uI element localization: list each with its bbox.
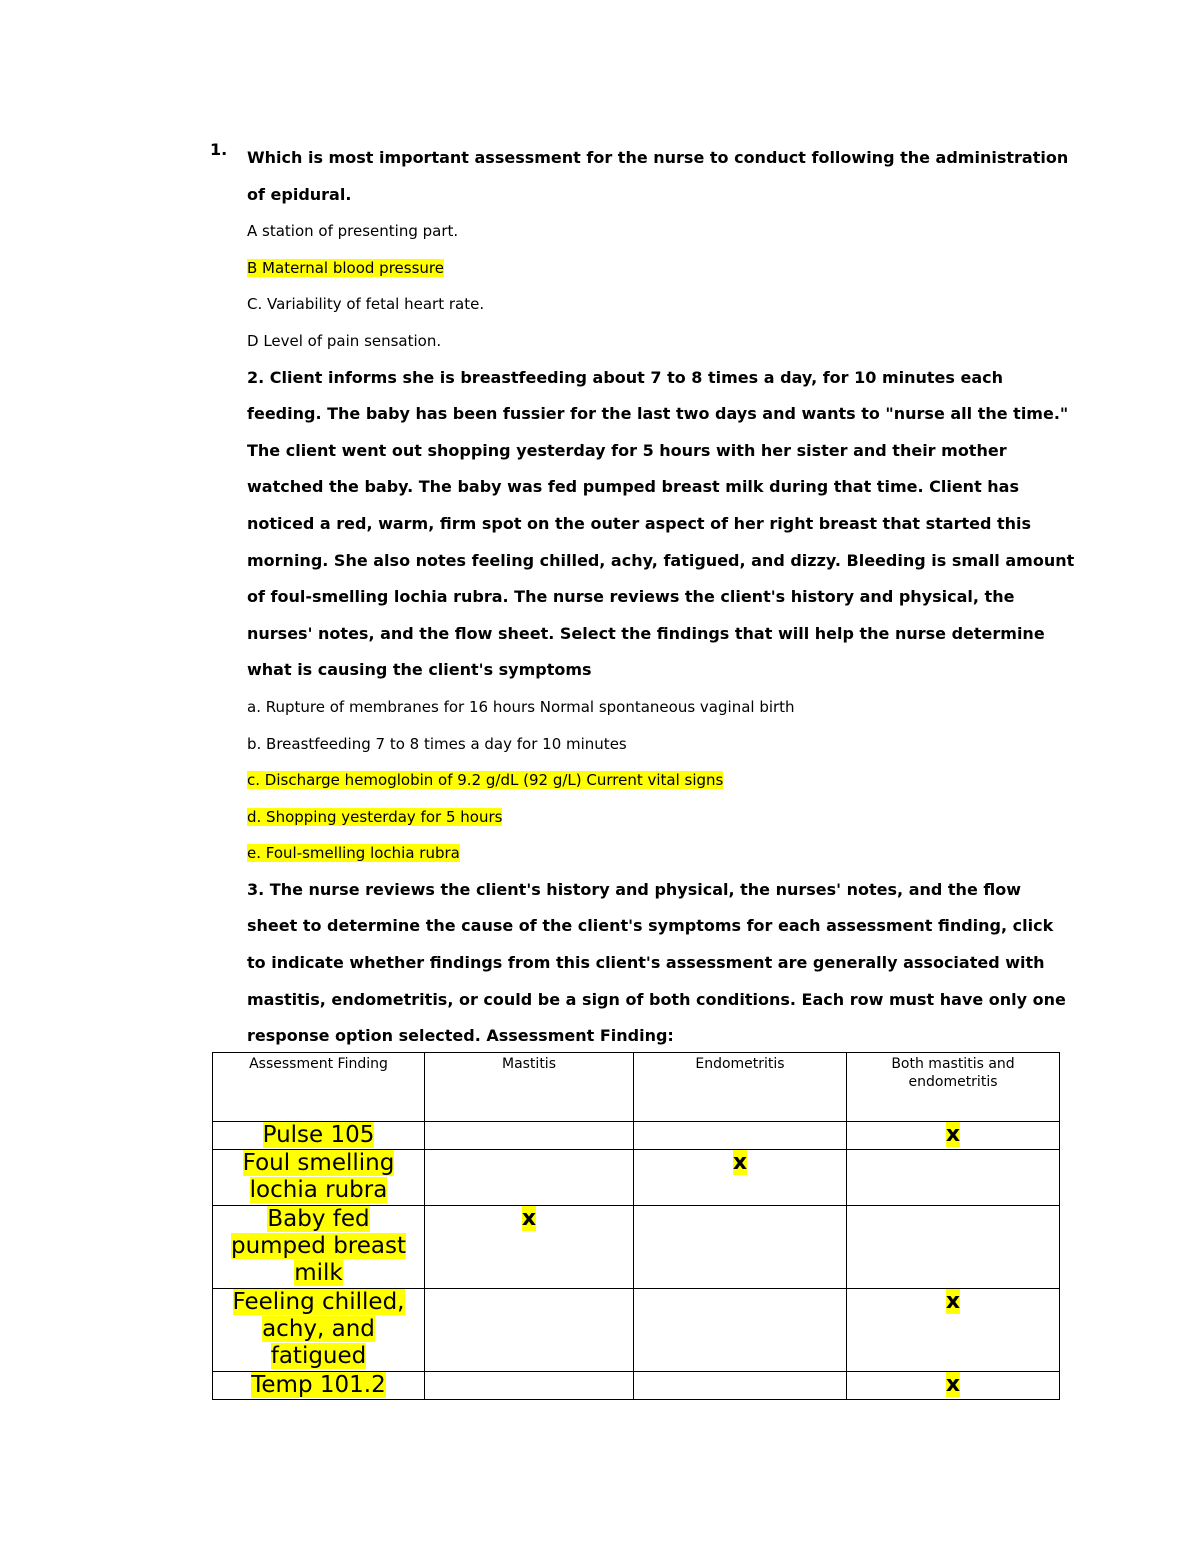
- question-2-stem-line: what is causing the client's symptoms: [247, 660, 592, 680]
- finding-cell: [213, 1289, 425, 1372]
- question-1: [247, 140, 1069, 360]
- question-3-stem-line: sheet to determine the cause of the client's symptoms for each assessment finding, click: [247, 916, 1054, 936]
- header-assessment-finding: Assessment Finding: [213, 1053, 425, 1122]
- mark-text: x: [945, 1289, 961, 1314]
- document-body: [247, 140, 1075, 1055]
- finding-text: Baby fed pumped breast milk: [230, 1206, 407, 1286]
- question-1-option-c: [247, 286, 1062, 323]
- header-mastitis: Mastitis: [425, 1053, 634, 1122]
- question-1-option-d: [247, 323, 1062, 360]
- mastitis-cell[interactable]: [425, 1150, 634, 1206]
- finding-cell: [213, 1122, 425, 1150]
- question-2: [247, 360, 1075, 872]
- question-1-option-a: [247, 213, 1062, 250]
- endometritis-cell[interactable]: [634, 1206, 847, 1289]
- option-text-highlighted: c. Discharge hemoglobin of 9.2 g/dL (92 g/L) Current vital signs: [247, 771, 724, 790]
- table-row: [213, 1150, 1060, 1206]
- question-2-option-a: [247, 689, 1062, 726]
- question-2-stem-line: morning. She also notes feeling chilled, achy, fatigued, and dizzy. Bleeding is small amount: [247, 550, 1075, 570]
- finding-cell: [213, 1150, 425, 1206]
- mark-text: x: [945, 1372, 961, 1397]
- question-3: [247, 872, 1066, 1055]
- option-text-highlighted: B Maternal blood pressure: [247, 258, 444, 277]
- endometritis-cell[interactable]: [634, 1122, 847, 1150]
- finding-text: Temp 101.2: [251, 1372, 386, 1398]
- option-text: A station of presenting part.: [247, 222, 459, 241]
- option-text: a. Rupture of membranes for 16 hours Normal spontaneous vaginal birth: [247, 697, 795, 716]
- both-cell[interactable]: [847, 1289, 1060, 1372]
- question-3-stem-line: to indicate whether findings from this client's assessment are generally associated with: [247, 953, 1045, 973]
- endometritis-cell[interactable]: [634, 1289, 847, 1372]
- option-text-highlighted: e. Foul-smelling lochia rubra: [247, 844, 460, 863]
- question-2-stem-line: The client went out shopping yesterday for 5 hours with her sister and their mother: [247, 440, 1007, 460]
- header-endometritis: Endometritis: [634, 1053, 847, 1122]
- mastitis-cell[interactable]: [425, 1206, 634, 1289]
- table-row: [213, 1372, 1060, 1400]
- question-2-option-d: [247, 799, 1062, 836]
- both-cell[interactable]: [847, 1122, 1060, 1150]
- both-cell[interactable]: [847, 1206, 1060, 1289]
- question-1-stem-line: of epidural.: [247, 184, 352, 204]
- question-2-stem-line: noticed a red, warm, firm spot on the outer aspect of her right breast that started this: [247, 513, 1032, 533]
- question-2-stem-line: feeding. The baby has been fussier for the last two days and wants to "nurse all the time.": [247, 404, 1069, 424]
- finding-text: Feeling chilled, achy, and fatigued: [232, 1289, 405, 1369]
- question-2-option-b: [247, 726, 1062, 763]
- mark-text: x: [732, 1150, 748, 1175]
- mark-text: x: [521, 1206, 537, 1231]
- finding-cell: [213, 1372, 425, 1400]
- finding-cell: [213, 1206, 425, 1289]
- mark-text: x: [945, 1122, 961, 1147]
- question-3-stem-line: response option selected. Assessment Finding:: [247, 1026, 674, 1046]
- finding-text: Pulse 105: [262, 1122, 375, 1148]
- table-row: [213, 1206, 1060, 1289]
- table-header-row: [213, 1053, 1060, 1122]
- option-text: C. Variability of fetal heart rate.: [247, 295, 485, 314]
- mastitis-cell[interactable]: [425, 1122, 634, 1150]
- table-row: [213, 1122, 1060, 1150]
- assessment-table: [212, 1052, 1060, 1400]
- endometritis-cell[interactable]: [634, 1372, 847, 1400]
- header-both: Both mastitis and endometritis: [847, 1053, 1060, 1122]
- both-cell[interactable]: [847, 1372, 1060, 1400]
- question-2-option-e: [247, 835, 1062, 872]
- question-2-stem-line: 2. Client informs she is breastfeeding about 7 to 8 times a day, for 10 minutes each: [247, 367, 1004, 387]
- endometritis-cell[interactable]: [634, 1150, 847, 1206]
- mastitis-cell[interactable]: [425, 1372, 634, 1400]
- question-2-option-c: [247, 762, 1062, 799]
- option-text: b. Breastfeeding 7 to 8 times a day for 10 minutes: [247, 734, 627, 753]
- finding-text: Foul smelling lochia rubra: [242, 1150, 395, 1203]
- question-2-stem-line: watched the baby. The baby was fed pumped breast milk during that time. Client has: [247, 477, 1019, 497]
- question-2-stem-line: of foul-smelling lochia rubra. The nurse reviews the client's history and physical, the: [247, 587, 1015, 607]
- option-text-highlighted: d. Shopping yesterday for 5 hours: [247, 807, 503, 826]
- question-3-stem-line: mastitis, endometritis, or could be a sign of both conditions. Each row must have only one: [247, 989, 1066, 1009]
- both-cell[interactable]: [847, 1150, 1060, 1206]
- option-text: D Level of pain sensation.: [247, 331, 442, 350]
- question-3-stem-line: 3. The nurse reviews the client's history and physical, the nurses' notes, and the flow: [247, 879, 1021, 899]
- question-2-stem-line: nurses' notes, and the flow sheet. Select the findings that will help the nurse determine: [247, 623, 1045, 643]
- question-1-option-b: [247, 250, 1062, 287]
- table-row: [213, 1289, 1060, 1372]
- question-1-number: 1.: [210, 140, 228, 159]
- question-1-stem-line: Which is most important assessment for the nurse to conduct following the administration: [247, 148, 1069, 167]
- mastitis-cell[interactable]: [425, 1289, 634, 1372]
